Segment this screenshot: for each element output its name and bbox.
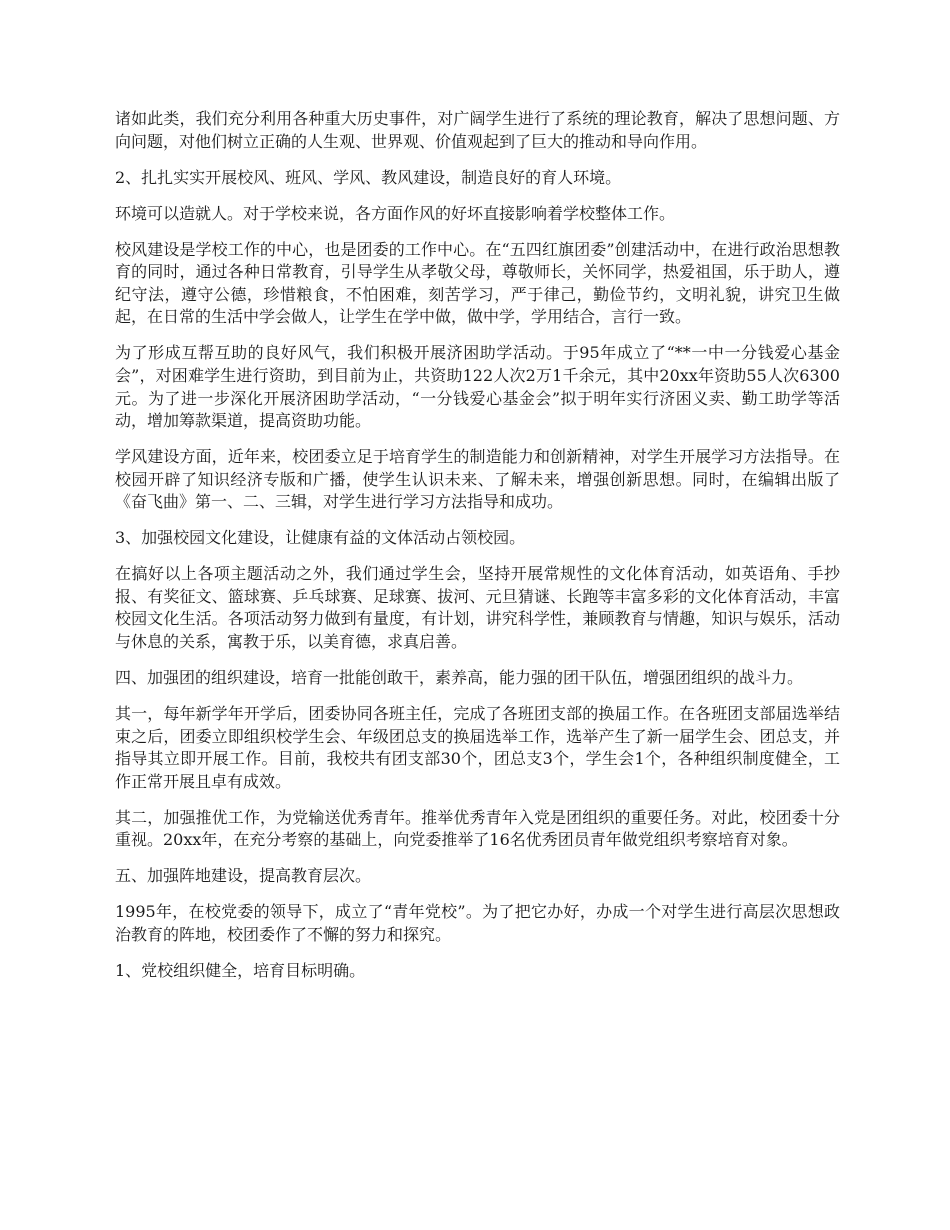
document-page	[115, 108, 840, 996]
paragraph-10: 其一，每年新学年开学后，团委协同各班主任，完成了各班团支部的换届工作。在各班团支部届选举结束之后，团委立即组织校学生会、年级团总支的换届选举工作，选举产生了新一届学生会、团总支，并指导其立即开展工作。目前，我校共有团支部30个，团总支3个，学生会1个，各种组织制度健全，工作正常开展且卓有成效。	[115, 703, 840, 791]
paragraph-13: 1995年，在校党委的领导下，成立了“青年党校”。为了把它办好，办成一个对学生进行高层次思想政治教育的阵地，校团委作了不懈的努力和探究。	[115, 902, 840, 944]
paragraph-5: 为了形成互帮互助的良好风气，我们积极开展济困助学活动。于95年成立了“**一中一分钱爱心基金会”，对困难学生进行资助，到目前为止，共资助122人次2万1千余元，其中20xx年资助55人次6300元。为了进一步深化开展济困助学活动，“一分钱爱心基金会”拟于明年实行济困义卖、勤工助学等活动，增加筹款渠道，提高资助功能。	[115, 343, 840, 431]
paragraph-4: 校风建设是学校工作的中心，也是团委的工作中心。在“五四红旗团委”创建活动中，在进行政治思想教育的同时，通过各种日常教育，引导学生从孝敬父母，尊敬师长，关怀同学，热爱祖国，乐于助人，遵纪守法，遵守公德，珍惜粮食，不怕困难，刻苦学习，严于律己，勤俭节约，文明礼貌，讲究卫生做起，在日常的生活中学会做人，让学生在学中做，做中学，学用结合，言行一致。	[115, 239, 840, 327]
paragraph-1: 诸如此类，我们充分利用各种重大历史事件，对广阔学生进行了系统的理论教育，解决了思想问题、方向问题，对他们树立正确的人生观、世界观、价值观起到了巨大的推动和导向作用。	[115, 109, 840, 151]
paragraph-3: 环境可以造就人。对于学校来说，各方面作风的好坏直接影响着学校整体工作。	[115, 203, 676, 223]
paragraph-7-heading: 3、加强校园文化建设，让健康有益的文体活动占领校园。	[115, 528, 526, 548]
paragraph-11: 其二，加强推优工作，为党输送优秀青年。推举优秀青年入党是团组织的重要任务。对此，校团委十分重视。20xx年，在充分考察的基础上，向党委推举了16名优秀团员青年做党组织考察培育对象。	[115, 807, 840, 850]
paragraph-9-heading: 四、加强团的组织建设，培育一批能创敢干，素养高，能力强的团干队伍，增强团组织的战斗力。	[115, 668, 804, 687]
paragraph-2-heading: 2、扎扎实实开展校风、班风、学风、教风建设，制造良好的育人环境。	[115, 167, 622, 187]
paragraph-14-heading: 1、党校组织健全，培育目标明确。	[115, 960, 366, 980]
paragraph-12-heading: 五、加强阵地建设，提高教育层次。	[115, 866, 372, 886]
paragraph-6: 学风建设方面，近年来，校团委立足于培育学生的制造能力和创新精神，对学生开展学习方法指导。在校园开辟了知识经济专版和广播，使学生认识未来、了解未来，增强创新思想。同时，在编辑出版了《奋飞曲》第一、二、三辑，对学生进行学习方法指导和成功。	[115, 447, 840, 512]
paragraph-8: 在搞好以上各项主题活动之外，我们通过学生会，坚持开展常规性的文化体育活动，如英语角、手抄报、有奖征文、篮球赛、乒乓球赛、足球赛、拔河、元旦猜谜、长跑等丰富多彩的文化体育活动，丰富校园文化生活。各项活动努力做到有量度，有计划，讲究科学性，兼顾教育与情趣，知识与娱乐，活动与休息的关系，寓教于乐，以美育德，求真启善。	[115, 564, 840, 652]
